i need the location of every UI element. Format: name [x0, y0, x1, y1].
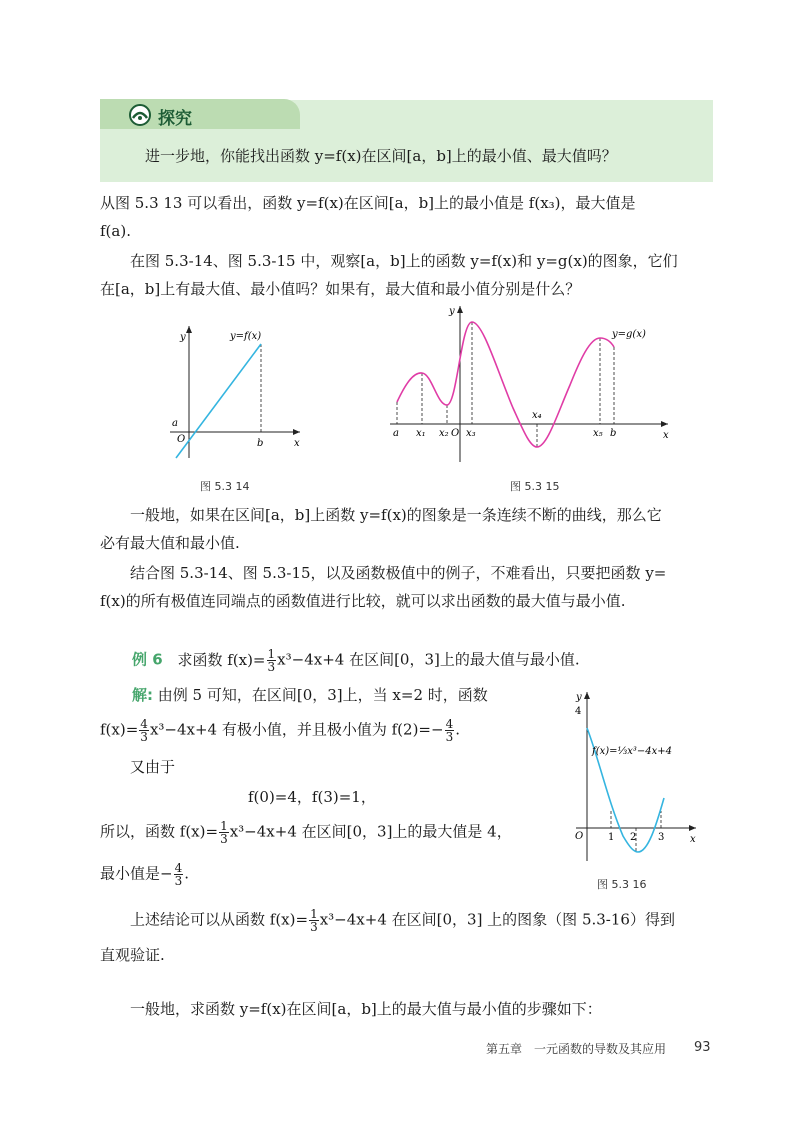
fig16-caption: 图 5.3 16 [597, 878, 647, 891]
fig16-tick-x-2: 2 [630, 832, 637, 843]
fig14-func-label: y=f(x) [230, 331, 262, 342]
example-fraction: $\frac{1}{3}$ [267, 647, 276, 674]
figure-5-3-16 [568, 686, 703, 866]
paragraph-4-line-1: 结合图 5.3-14、图 5.3-15，以及函数极值中的例子，不难看出，只要把函数 y= [130, 564, 667, 582]
fig15-tick-x5: x₅ [593, 428, 603, 439]
solution-line-6: 最小值是− $\frac{4}{3}$ . [100, 861, 189, 888]
fig14-y-label: y [180, 332, 186, 343]
figure-5-3-15 [385, 300, 675, 468]
solution-label: 解: [132, 686, 153, 704]
footer-chapter: 第五章 一元函数的导数及其应用 [486, 1042, 667, 1056]
fig15-origin: O [451, 428, 460, 439]
paragraph-4-line-2: f(x)的所有极值连同端点的函数值进行比较，就可以求出函数的最大值与最小值. [100, 592, 626, 610]
fig14-caption: 图 5.3 14 [200, 480, 250, 493]
solution-line-2: f(x)= $\frac{4}{3}$ x³−4x+4 有极小值，并且极小值为 f(2)=− $\frac{4}{3}$ . [100, 717, 460, 744]
solution-line-5: 所以，函数 f(x)= $\frac{1}{3}$ x³−4x+4 在区间[0，3]上的最大值是 4， [100, 819, 512, 846]
fig15-tick-x4: x₄ [532, 410, 542, 421]
fig16-x-label: x [690, 834, 696, 845]
conclusion-line-2: 直观验证. [100, 946, 165, 964]
fig16-func-label: f(x)=⅓x³−4x+4 [592, 746, 672, 757]
fig15-tick-b: b [610, 428, 617, 439]
example-6: 例 6 求函数 f(x)= $\frac{1}{3}$ x³−4x+4 在区间[0，3]上的最大值与最小值. [132, 647, 580, 674]
paragraph-3-line-2: 必有最大值和最小值. [100, 534, 240, 552]
fig16-tick-y-4: 4 [575, 706, 582, 717]
fig14-x-label: x [294, 438, 300, 449]
fig16-y-label: y [576, 692, 582, 703]
solution-line-3: 又由于 [130, 758, 176, 776]
solution-line-4: f(0)=4，f(3)=1， [248, 788, 376, 806]
fig15-y-label: y [449, 306, 455, 317]
fig15-x-label: x [663, 430, 669, 441]
fig15-func-label: y=g(x) [612, 329, 646, 340]
conclusion-line-1: 上述结论可以从函数 f(x)= $\frac{1}{3}$ x³−4x+4 在区间[0，3] 上的图象（图 5.3-16）得到 [130, 907, 675, 934]
fig15-tick-x2: x₂ [439, 428, 449, 439]
fig16-tick-x-3: 3 [658, 832, 665, 843]
explore-question: 进一步地，你能找出函数 y=f(x)在区间[a，b]上的最小值、最大值吗？ [145, 147, 617, 165]
fig14-origin: O [177, 434, 186, 445]
fig15-tick-a: a [393, 428, 399, 439]
fig16-tick-x-1: 1 [608, 832, 615, 843]
paragraph-1-line-2: f(a). [100, 222, 131, 240]
paragraph-2-line-2: 在[a，b]上有最大值、最小值吗？如果有，最大值和最小值分别是什么？ [100, 280, 581, 298]
fig16-origin: O [575, 831, 584, 842]
fig14-b-label: b [257, 438, 264, 449]
explore-title: 探究 [158, 109, 192, 129]
example-label: 例 6 [132, 650, 163, 669]
page-number: 93 [694, 1040, 711, 1055]
paragraph-3-line-1: 一般地，如果在区间[a，b]上函数 y=f(x)的图象是一条连续不断的曲线，那么它 [130, 506, 662, 524]
fig14-a-label: a [172, 418, 178, 429]
solution-line-1: 解: 由例 5 可知，在区间[0，3]上，当 x=2 时，函数 [132, 686, 488, 704]
paragraph-1-line-1: 从图 5.3 13 可以看出，函数 y=f(x)在区间[a，b]上的最小值是 f(x₃)，最大值是 [100, 194, 636, 212]
figure-5-3-14 [160, 318, 310, 468]
conclusion-line-3: 一般地，求函数 y=f(x)在区间[a，b]上的最大值与最小值的步骤如下： [130, 1000, 602, 1018]
fig15-tick-x3: x₃ [466, 428, 476, 439]
paragraph-2-line-1: 在图 5.3-14、图 5.3-15 中，观察[a，b]上的函数 y=f(x)和 y=g(x)的图象，它们 [130, 252, 678, 270]
fig15-caption: 图 5.3 15 [510, 480, 560, 493]
explore-icon [128, 104, 152, 126]
fig15-tick-x1: x₁ [416, 428, 426, 439]
